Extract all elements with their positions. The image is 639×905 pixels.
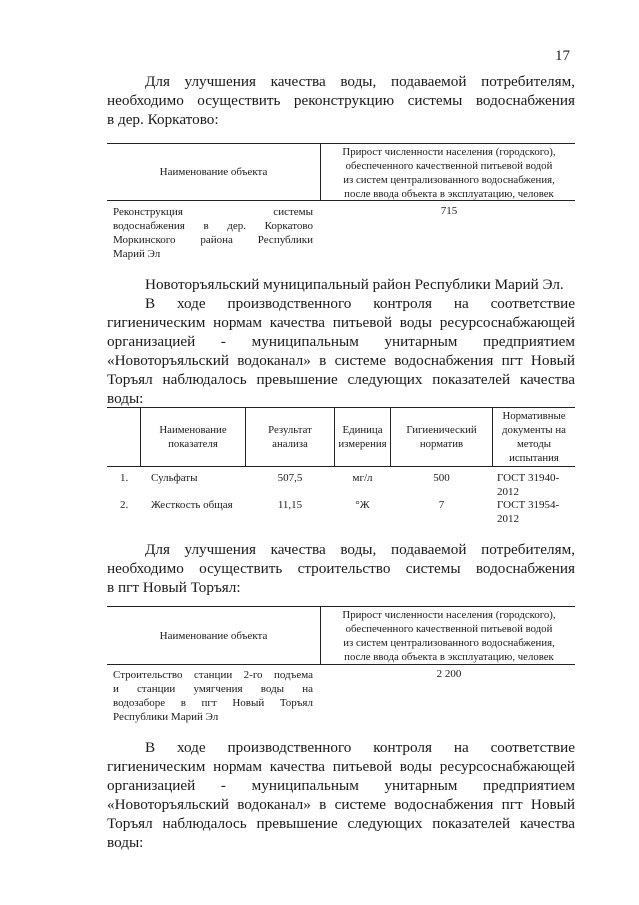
text-line: Строительство станции 2-го подъема xyxy=(113,669,313,681)
page-number: 17 xyxy=(555,48,570,64)
row-1-result: 507,5 xyxy=(277,472,303,484)
text-line: Для улучшения качества воды, подаваемой потребителям, xyxy=(145,73,575,90)
row-1-number: 1. xyxy=(120,472,129,484)
object-table-korkatovo xyxy=(107,143,575,263)
row-2-document: ГОСТ 31954-2012 xyxy=(497,499,560,525)
table-header xyxy=(107,606,575,665)
row-2-result: 11,15 xyxy=(277,499,303,511)
header-object-name: Наименование объекта xyxy=(159,629,268,642)
text-line: Торъял наблюдалось превышение следующих показателей качества xyxy=(107,371,575,388)
text-line: в пгт Новый Торъял: xyxy=(107,579,241,596)
text-line: В ходе производственного контроля на соответствие xyxy=(145,295,575,312)
text-line: организацией - муниципальным унитарным предприятием xyxy=(107,777,575,794)
header-population-growth: Прирост численности населения (городского), обеспеченного качественной питьевой водой из систем централизованного водоснабжения, после ввода объекта в эксплуатацию, человек xyxy=(342,146,556,200)
table-row-value: 715 xyxy=(440,205,458,217)
row-1-document: ГОСТ 31940-2012 xyxy=(497,472,560,498)
row-2-norm: 7 xyxy=(438,499,445,511)
row-1-unit: мг/л xyxy=(352,472,373,484)
water-quality-indicators-table xyxy=(107,407,575,530)
text-line: водозаборе в пгт Новый Торъял xyxy=(113,697,313,709)
text-line: «Новоторъяльский водоканал» в системе водоснабжения пгт Новый xyxy=(107,796,575,813)
text-line: Для улучшения качества воды, подаваемой потребителям, xyxy=(145,541,575,558)
header-test-method-docs: Нормативные документы на методы испытания xyxy=(502,409,566,464)
text-line: необходимо осуществить строительство системы водоснабжения xyxy=(107,560,575,577)
text-line: Моркинского района Республики xyxy=(113,234,313,246)
header-hygienic-norm: Гигиенический норматив xyxy=(406,423,477,450)
header-result: Результат анализа xyxy=(268,423,312,450)
paragraph-improve-novy-toryal xyxy=(107,540,575,597)
table-row-object xyxy=(113,668,313,724)
text-line: воды: xyxy=(107,834,144,851)
header-object-name: Наименование объекта xyxy=(159,166,268,178)
section-heading: Новоторъяльский муниципальный район Республики Марий Эл. xyxy=(145,276,564,293)
object-table-novy-toryal xyxy=(107,606,575,726)
text-line: гигиеническим нормам качества питьевой воды ресурсоснабжающей xyxy=(107,314,575,331)
row-1-indicator: Сульфаты xyxy=(151,472,198,484)
row-2-indicator: Жесткость общая xyxy=(151,499,233,511)
text-line: гигиеническим нормам качества питьевой воды ресурсоснабжающей xyxy=(107,758,575,775)
text-line: Марий Эл xyxy=(113,248,161,260)
row-2-unit: °Ж xyxy=(355,499,370,511)
text-line: В ходе производственного контроля на соответствие xyxy=(145,739,575,756)
paragraph-production-control xyxy=(107,738,575,852)
header-population-growth: Прирост численности населения (городского), обеспеченного качественной питьевой водой из систем централизованного водоснабжения, после ввода объекта в эксплуатацию, человек xyxy=(342,609,556,663)
paragraph-improve-korkatovo xyxy=(107,72,575,129)
text-line: «Новоторъяльский водоканал» в системе водоснабжения пгт Новый xyxy=(107,352,575,369)
text-line: водоснабжения в дер. Коркатово xyxy=(113,220,313,232)
row-1-norm: 500 xyxy=(433,472,450,484)
text-line: Реконструкция системы xyxy=(113,206,313,218)
text-line: Торъял наблюдалось превышение следующих показателей качества xyxy=(107,815,575,832)
row-2-number: 2. xyxy=(120,499,129,511)
table-row-value: 2 200 xyxy=(436,668,462,680)
text-line: необходимо осуществить реконструкцию системы водоснабжения xyxy=(107,92,575,109)
header-indicator-name: Наименование показателя xyxy=(159,423,227,450)
text-line: воды: xyxy=(107,390,144,407)
paragraph-novotoryal-district xyxy=(107,275,575,408)
text-line: организацией - муниципальным унитарным предприятием xyxy=(107,333,575,350)
table-row-object xyxy=(113,205,313,261)
text-line: и станции умягчения воды на xyxy=(113,683,313,695)
header-unit: Единица измерения xyxy=(338,423,387,450)
text-line: Республики Марий Эл xyxy=(113,711,219,723)
text-line: в дер. Коркатово: xyxy=(107,111,219,128)
table-header xyxy=(107,143,575,201)
